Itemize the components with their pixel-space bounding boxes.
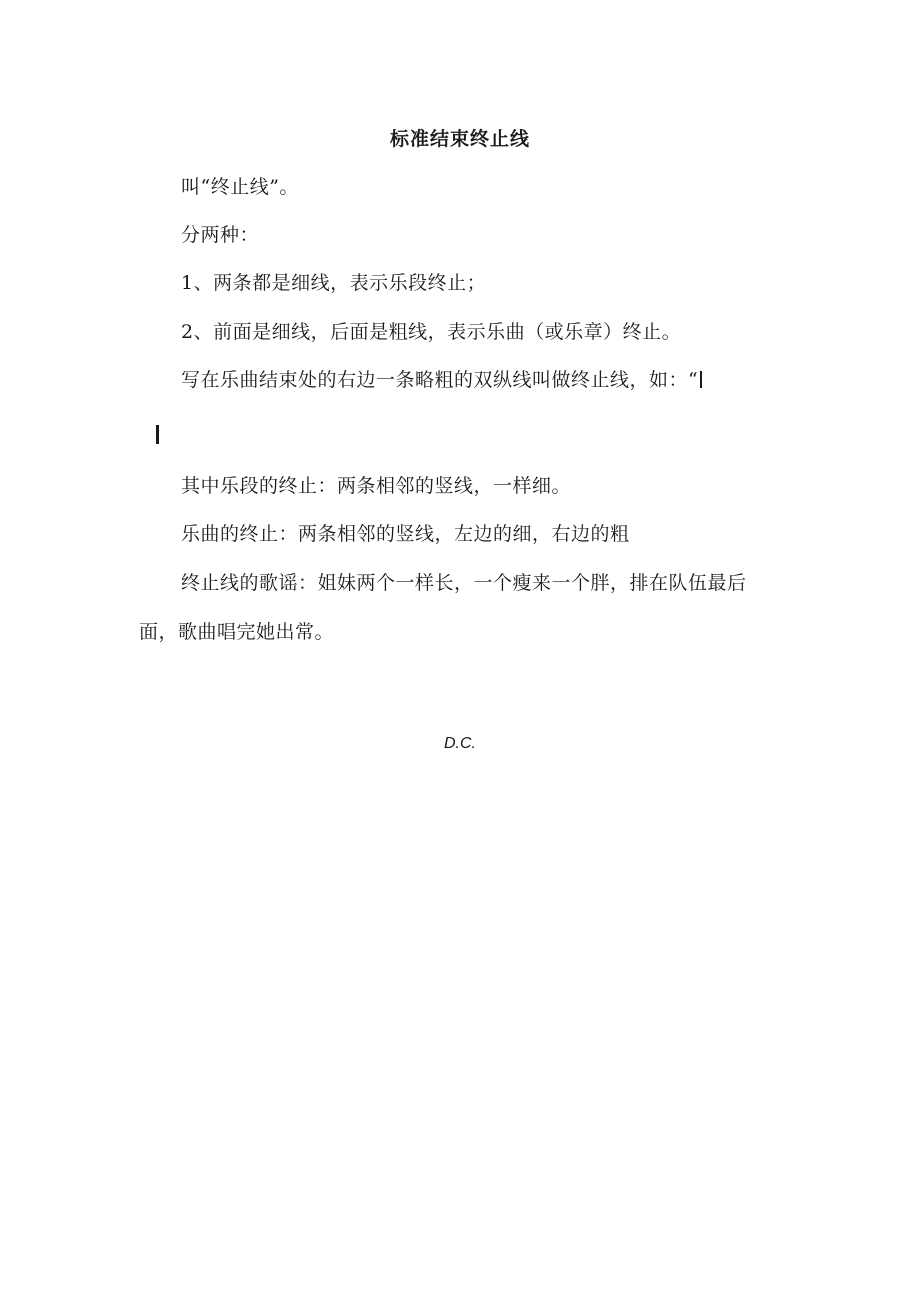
paragraph-line: 面，歌曲唱完她出常。 bbox=[139, 621, 335, 643]
paragraph-line: 叫“终止线”。 bbox=[181, 176, 299, 198]
paragraph-line bbox=[181, 365, 702, 392]
paragraph-line: 分两种： bbox=[181, 224, 260, 246]
thick-barline-icon bbox=[156, 425, 159, 444]
paragraph-text: 写在乐曲结束处的右边一条略粗的双纵线叫做终止线，如：“ bbox=[181, 369, 699, 391]
list-item: 1、两条都是细线，表示乐段终止； bbox=[181, 272, 487, 294]
thin-barline-icon bbox=[700, 371, 702, 388]
page-title: 标准结束终止线 bbox=[389, 128, 530, 150]
footer-mark: D.C. bbox=[444, 735, 476, 752]
list-item: 2、前面是细线，后面是粗线，表示乐曲（或乐章）终止。 bbox=[181, 321, 682, 343]
paragraph-line: 终止线的歌谣：姐妹两个一样长，一个瘦来一个胖，排在队伍最后 bbox=[181, 572, 747, 594]
paragraph-line: 乐曲的终止：两条相邻的竖线，左边的细，右边的粗 bbox=[181, 523, 630, 545]
paragraph-line: 其中乐段的终止：两条相邻的竖线，一样细。 bbox=[181, 475, 572, 497]
